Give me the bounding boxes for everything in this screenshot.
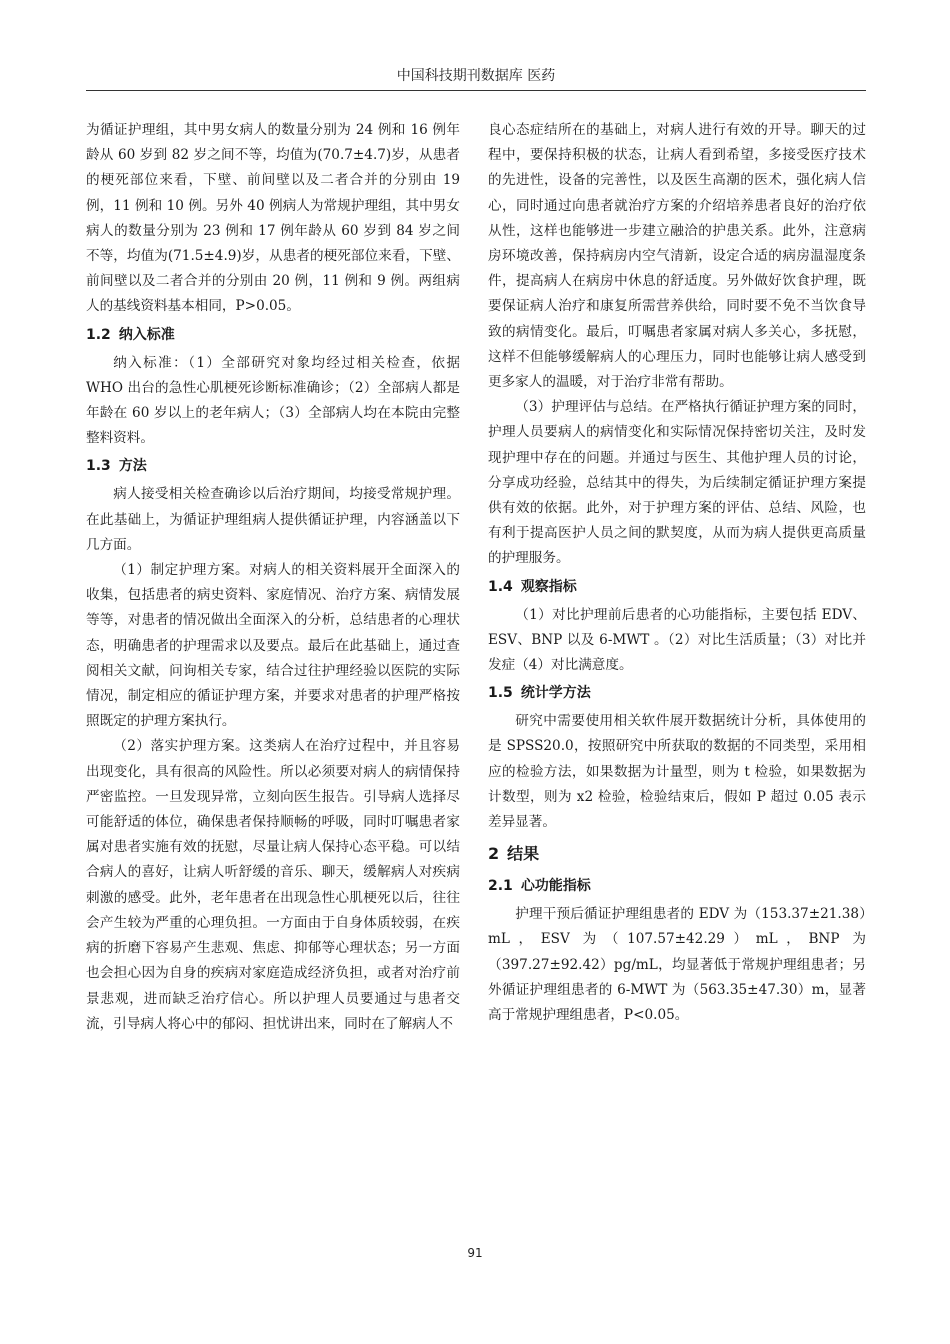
results-paragraph: 护理干预后循证护理组患者的 EDV 为（153.37±21.38）mL，ESV 为（107.57±42.29）mL，BNP 为（397.27±92.42）pg/mL，均显著低于常规护理组患者；另外循证护理组患者的 6-MWT 为（563.35±47.30）m，显著高于常规护理组患者，P<0.05。: [488, 906, 866, 1024]
continued-paragraph: 良心态症结所在的基础上，对病人进行有效的开导。聊天的过程中，要保持积极的状态，让病人看到希望，多接受医疗技术的先进性，设备的完善性，以及医生高潮的医术，强化病人信心，同时通过向患者就治疗方案的介绍培养患者良好的治疗依从性，这样也能够进一步建立融洽的护患关系。此外，注意病房环境改善，保持病房内空气清新，设定合适的病房温湿度条件，提高病人在病房中休息的舒适度。另外做好饮食护理，既要保证病人治疗和康复所需营养供给，同时要不免不当饮食导致的病情变化。最后，叮嘱患者家属对病人多关心，多抚慰，这样不但能够缓解病人的心理压力，同时也能够让病人感受到更多家人的温暖，对于治疗非常有帮助。: [488, 122, 866, 391]
journal-header: 中国科技期刊数据库 医药: [396, 68, 556, 84]
section-title: 心功能指标: [520, 878, 591, 895]
section-title: 统计学方法: [520, 685, 591, 702]
implement-paragraph: （2）落实护理方案。这类病人在治疗过程中，并且容易出现变化，具有很高的风险性。所以必须要对病人的病情保持严密监控。一旦发现异常，立刻向医生报告。引导病人选择尽可能舒适的体位，确保患者保持顺畅的呼吸，同时叮嘱患者家属对患者实施有效的抚慰，尽量让病人保持心态平稳。可以结合病人的喜好，让病人听舒缓的音乐、聊天，缓解病人对疾病刺激的感受。此外，老年患者在出现急性心肌梗死以后，往往会产生较为严重的心理负担。一方面由于自身体质较弱，在疾病的折磨下容易产生悲观、焦虑、抑郁等心理状态；另一方面也会担心因为自身的疾病对家庭造成经济负担，或者对治疗前景悲观，进而缺乏治疗信心。所以护理人员要通过与患者交流，引导病人将心中的郁闷、担忧讲出来，同时在了解病人不: [86, 738, 460, 1032]
page-number: 91: [467, 1246, 483, 1260]
section-number: 1.3: [86, 458, 111, 475]
section-number: 1.2: [86, 326, 111, 343]
section-number: 2: [488, 844, 500, 864]
section-number: 2.1: [488, 878, 513, 895]
section-2-heading: [488, 839, 866, 869]
section-number: 1.4: [488, 578, 513, 595]
header-rule: [86, 90, 866, 91]
inclusion-paragraph: 纳入标准：（1）全部研究对象均经过相关检查，依据 WHO 出台的急性心肌梗死诊断标准确诊；（2）全部病人都是年龄在 60 岁以上的老年病人；（3）全部病人均在本院由完整整料资料。: [86, 354, 460, 447]
statistics-paragraph: 研究中需要使用相关软件展开数据统计分析，具体使用的是 SPSS20.0，按照研究中所获取的数据的不同类型，采用相应的检验方法，如果数据为计量型，则为 t 检验，如果数据为计数型，则为 x2 检验，检验结束后，假如 P 超过 0.05 表示差异显著。: [488, 713, 866, 831]
section-title: 纳入标准: [118, 326, 175, 343]
section-1-2-heading: [86, 322, 460, 349]
plan-paragraph: （1）制定护理方案。对病人的相关资料展开全面深入的收集，包括患者的病史资料、家庭情况、治疗方案、病情发展等等，对患者的情况做出全面深入的分析，总结患者的心理状态，明确患者的护理需求以及要点。最后在此基础上，通过查阅相关文献，问询相关专家，结合过往护理经验以医院的实际情况，制定相应的循证护理方案，并要求对患者的护理严格按照既定的护理方案执行。: [86, 562, 460, 730]
left-column: [86, 118, 460, 1037]
section-1-3-heading: [86, 453, 460, 480]
section-1-4-heading: [488, 574, 866, 601]
section-number: 1.5: [488, 685, 513, 702]
evaluation-paragraph: （3）护理评估与总结。在严格执行循证护理方案的同时，护理人员要病人的病情变化和实际情况保持密切关注，及时发现护理中存在的问题。并通过与医生、其他护理人员的讨论，分享成功经验，总结其中的得失，为后续制定循证护理方案提供有效的依据。此外，对于护理方案的评估、总结、风险，也有利于提高医护人员之间的默契度，从而为病人提供更高质量的护理服务。: [488, 399, 866, 567]
section-title: 观察指标: [520, 578, 577, 595]
section-title: 结果: [507, 844, 540, 864]
method-paragraph: 病人接受相关检查确诊以后治疗期间，均接受常规护理。在此基础上，为循证护理组病人提供循证护理，内容涵盖以下几方面。: [86, 486, 460, 553]
section-2-1-heading: [488, 873, 866, 900]
section-1-5-heading: [488, 680, 866, 707]
intro-paragraph: 为循证护理组，其中男女病人的数量分别为 24 例和 16 例年龄从 60 岁到 82 岁之间不等，均值为(70.7±4.7)岁，从患者的梗死部位来看，下壁、前间壁以及二者合并的分别由 19 例，11 例和 10 例。另外 40 例病人为常规护理组，其中男女病人的数量分别为 23 例和 17 例年龄从 60 岁到 84 岁之间不等，均值为(71.5±4.9)岁，从患者的梗死部位来看，下壁、前间壁以及二者合并的分别由 20 例，11 例和 9 例。两组病人的基线资料基本相同，P>0.05。: [86, 122, 460, 315]
section-title: 方法: [118, 458, 147, 475]
observation-paragraph: （1）对比护理前后患者的心功能指标，主要包括 EDV、ESV、BNP 以及 6-MWT 。（2）对比生活质量；（3）对比并发症（4）对比满意度。: [488, 606, 866, 674]
right-column: [488, 118, 866, 1028]
